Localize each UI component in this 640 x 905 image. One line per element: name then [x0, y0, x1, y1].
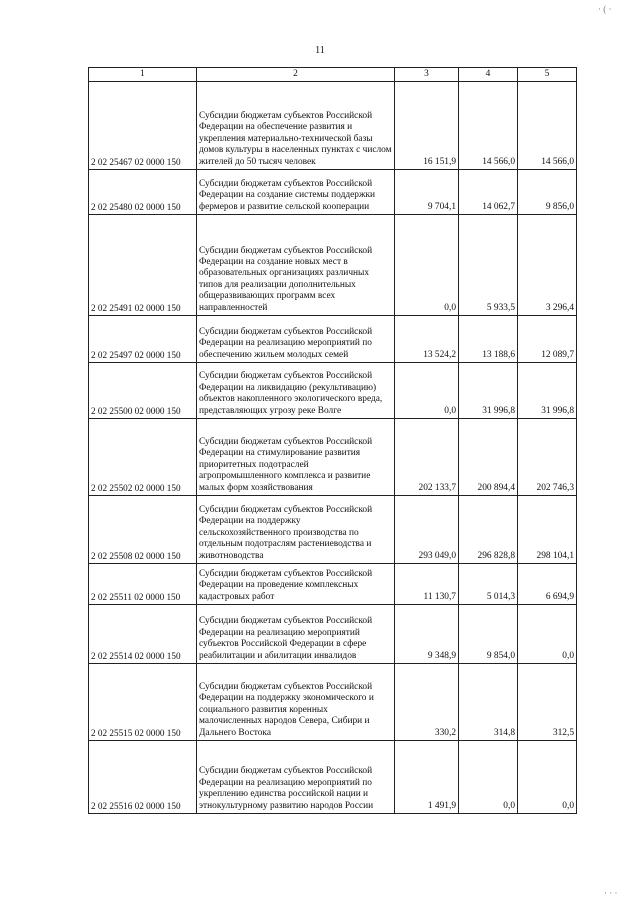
row-value-col3-cell: 16 151,9 [395, 82, 459, 170]
row-value-col5-cell: 31 996,8 [518, 363, 577, 419]
row-value-col4-cell: 31 996,8 [459, 363, 518, 419]
row-code-cell: 2 02 25511 02 0000 150 [89, 564, 197, 605]
table-row [89, 605, 577, 664]
row-value-col5-cell: 3 296,4 [518, 215, 577, 316]
row-name-cell: Субсидии бюджетам субъектов Российской Федерации на создание новых мест в образовательных организациях различных типов для реализации дополнительных общеразвивающих программ всех направленностей [197, 215, 395, 316]
budget-table [88, 67, 577, 814]
table-row [89, 363, 577, 419]
column-header-4: 4 [459, 68, 518, 82]
row-value-col3-cell: 9 704,1 [395, 170, 459, 215]
row-value-col4-cell: 5 014,3 [459, 564, 518, 605]
column-header-2: 2 [197, 68, 395, 82]
row-code-cell: 2 02 25514 02 0000 150 [89, 605, 197, 664]
row-value-col3-cell: 330,2 [395, 664, 459, 741]
row-value-col3-cell: 0,0 [395, 363, 459, 419]
row-value-col4-cell: 314,8 [459, 664, 518, 741]
table-row [89, 419, 577, 496]
row-value-col3-cell: 13 524,2 [395, 316, 459, 363]
row-value-col5-cell: 12 089,7 [518, 316, 577, 363]
row-value-col4-cell: 296 828,8 [459, 496, 518, 564]
row-code-cell: 2 02 25502 02 0000 150 [89, 419, 197, 496]
row-value-col4-cell: 14 566,0 [459, 82, 518, 170]
row-name-cell: Субсидии бюджетам субъектов Российской Федерации на ликвидацию (рекультивацию) объектов накопленного экологического вреда, представляющих угрозу реке Волге [197, 363, 395, 419]
table-row [89, 741, 577, 814]
row-code-cell: 2 02 25491 02 0000 150 [89, 215, 197, 316]
row-value-col3-cell: 202 133,7 [395, 419, 459, 496]
row-name-cell: Субсидии бюджетам субъектов Российской Федерации на реализацию мероприятий по укреплению единства российской нации и этнокультурному развитию народов России [197, 741, 395, 814]
table-row [89, 564, 577, 605]
row-code-cell: 2 02 25516 02 0000 150 [89, 741, 197, 814]
table-row [89, 82, 577, 170]
row-value-col4-cell: 14 062,7 [459, 170, 518, 215]
row-value-col3-cell: 1 491,9 [395, 741, 459, 814]
table-header-row [89, 68, 577, 82]
row-name-cell: Субсидии бюджетам субъектов Российской Федерации на стимулирование развития приоритетных подотраслей агропромышленного комплекса и развитие малых форм хозяйствования [197, 419, 395, 496]
table-row [89, 215, 577, 316]
row-code-cell: 2 02 25515 02 0000 150 [89, 664, 197, 741]
row-code-cell: 2 02 25500 02 0000 150 [89, 363, 197, 419]
row-value-col5-cell: 14 566,0 [518, 82, 577, 170]
row-value-col5-cell: 202 746,3 [518, 419, 577, 496]
row-code-cell: 2 02 25467 02 0000 150 [89, 82, 197, 170]
column-header-1: 1 [89, 68, 197, 82]
column-header-5: 5 [518, 68, 577, 82]
row-name-cell: Субсидии бюджетам субъектов Российской Федерации на поддержку экономического и социального развития коренных малочисленных народов Севера, Сибири и Дальнего Востока [197, 664, 395, 741]
row-value-col4-cell: 5 933,5 [459, 215, 518, 316]
table-row [89, 496, 577, 564]
row-value-col4-cell: 13 188,6 [459, 316, 518, 363]
row-code-cell: 2 02 25497 02 0000 150 [89, 316, 197, 363]
row-name-cell: Субсидии бюджетам субъектов Российской Федерации на обеспечение развития и укрепления материально-технической базы домов культуры в населенных пунктах с числом жителей до 50 тысяч человек [197, 82, 395, 170]
column-header-3: 3 [395, 68, 459, 82]
row-value-col3-cell: 9 348,9 [395, 605, 459, 664]
row-value-col5-cell: 0,0 [518, 605, 577, 664]
row-value-col3-cell: 293 049,0 [395, 496, 459, 564]
row-value-col4-cell: 0,0 [459, 741, 518, 814]
row-name-cell: Субсидии бюджетам субъектов Российской Федерации на реализацию мероприятий субъектов Российской Федерации в сфере реабилитации и абилитации инвалидов [197, 605, 395, 664]
row-value-col5-cell: 298 104,1 [518, 496, 577, 564]
row-value-col5-cell: 0,0 [518, 741, 577, 814]
row-name-cell: Субсидии бюджетам субъектов Российской Федерации на проведение комплексных кадастровых работ [197, 564, 395, 605]
table-row [89, 664, 577, 741]
row-value-col5-cell: 6 694,9 [518, 564, 577, 605]
row-name-cell: Субсидии бюджетам субъектов Российской Федерации на реализацию мероприятий по обеспечению жильем молодых семей [197, 316, 395, 363]
row-value-col4-cell: 9 854,0 [459, 605, 518, 664]
row-name-cell: Субсидии бюджетам субъектов Российской Федерации на создание системы поддержки фермеров и развитие сельской кооперации [197, 170, 395, 215]
corner-mark-top: · ( · [598, 4, 612, 14]
page-number: 11 [315, 45, 325, 56]
table-row [89, 170, 577, 215]
row-code-cell: 2 02 25508 02 0000 150 [89, 496, 197, 564]
row-value-col4-cell: 200 894,4 [459, 419, 518, 496]
table-row [89, 316, 577, 363]
row-value-col3-cell: 0,0 [395, 215, 459, 316]
row-code-cell: 2 02 25480 02 0000 150 [89, 170, 197, 215]
row-value-col3-cell: 11 130,7 [395, 564, 459, 605]
row-value-col5-cell: 9 856,0 [518, 170, 577, 215]
row-name-cell: Субсидии бюджетам субъектов Российской Федерации на поддержку сельскохозяйственного производства по отдельным подотраслям растениеводства и животноводства [197, 496, 395, 564]
row-value-col5-cell: 312,5 [518, 664, 577, 741]
corner-mark-bottom: · · · [604, 888, 618, 898]
